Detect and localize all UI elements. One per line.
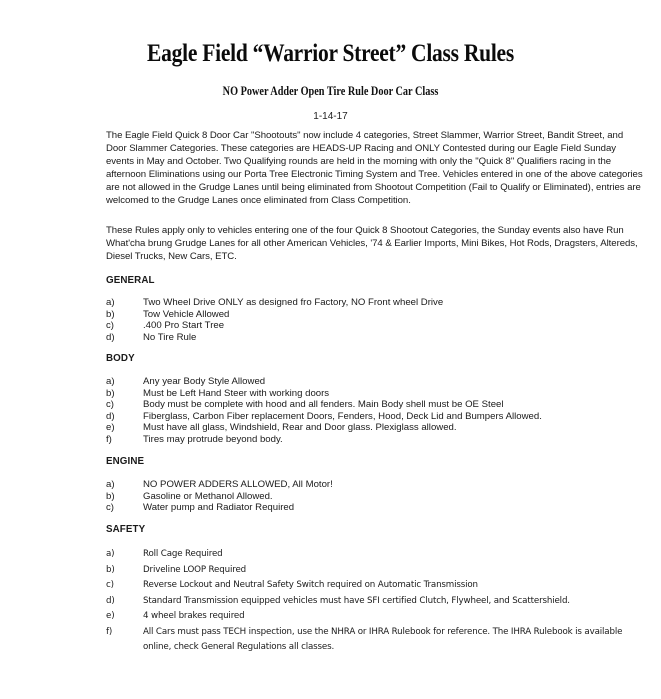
section-heading-engine: ENGINE	[106, 456, 145, 467]
section-heading-body: BODY	[106, 353, 135, 364]
list-item-text: Gasoline or Methanol Allowed.	[143, 490, 273, 502]
list-marker: c)	[106, 320, 114, 331]
list-marker: a)	[106, 297, 115, 308]
list-marker: e)	[106, 611, 115, 621]
list-item-text: Reverse Lockout and Neutral Safety Switch required on Automatic Transmission	[143, 580, 478, 590]
list-item	[106, 491, 646, 503]
list-item-text: 4 wheel brakes required	[143, 611, 245, 621]
list-item-text: Must have all glass, Windshield, Rear and Door glass. Plexiglass allowed.	[143, 422, 457, 433]
list-item	[106, 309, 646, 321]
scope-paragraph: These Rules apply only to vehicles entering one of the four Quick 8 Shootout Categories, the Sunday events also have Run What'cha brung Grudge Lanes for all other American Vehicles, '74 & Earlier Imports, Mini Bikes, Hot Rods, Dragsters, Altereds, Diesel Trucks, New Cars, ETC.	[106, 225, 638, 262]
list-marker: b)	[106, 308, 115, 320]
list-marker: b)	[106, 387, 115, 399]
list-item	[106, 422, 646, 434]
list-item	[106, 434, 646, 446]
list-marker: c)	[106, 399, 114, 410]
list-item	[106, 563, 646, 579]
list-marker: c)	[106, 580, 114, 590]
list-item	[106, 479, 646, 491]
list-item	[106, 376, 646, 388]
list-item-text: Fiberglass, Carbon Fiber replacement Doors, Fenders, Hood, Deck Lid and Bumpers Allowed.	[143, 410, 542, 422]
list-marker: b)	[106, 490, 115, 502]
list-item-text: Body must be complete with hood and all fenders. Main Body shell must be OE Steel	[143, 399, 504, 410]
list-item-text: Any year Body Style Allowed	[143, 376, 266, 387]
list-item	[106, 609, 646, 625]
list-item-text: Tow Vehicle Allowed	[143, 308, 230, 320]
intro-paragraph: The Eagle Field Quick 8 Door Car "Shootouts" now include 4 categories, Street Slammer, Warrior Street, Bandit Street, and Door Slammer Categories. These categories are HEADS-UP Racing and ONLY Contested during our Eagle Field Sunday events in May and October. Two Qualifying rounds are held in the morning with only the "Quick 8" Qualifiers racing in the afternoon Eliminations using our Porta Tree Electronic Timing System and Tree. Vehicles entered in one of the above categories are not allowed in the Grudge Lanes until being eliminated from Shootout Competition (Fail to Qualify or Eliminated), entries are welcomed to the Grudge Lanes once eliminated from Class Competition.	[106, 130, 643, 206]
list-marker: a)	[106, 376, 115, 387]
list-item	[106, 320, 646, 332]
list-item	[106, 399, 646, 411]
section-heading-safety: SAFETY	[106, 524, 146, 535]
list-item	[106, 578, 646, 594]
list-item-text: NO POWER ADDERS ALLOWED, All Motor!	[143, 479, 333, 490]
safety-rules-list	[106, 547, 646, 656]
list-item	[106, 297, 646, 309]
list-marker: a)	[106, 479, 115, 490]
list-item	[106, 411, 646, 423]
list-marker: c)	[106, 502, 114, 513]
list-item-text: .400 Pro Start Tree	[143, 320, 225, 331]
list-item-text: Standard Transmission equipped vehicles must have SFI certified Clutch, Flywheel, and Scattershield.	[143, 595, 570, 606]
engine-rules-list	[106, 479, 646, 514]
list-item-text: Roll Cage Required	[143, 549, 223, 559]
list-marker: f)	[106, 626, 113, 637]
document-subtitle: NO Power Adder Open Tire Rule Door Car Class	[222, 84, 439, 98]
list-item-text: Water pump and Radiator Required	[143, 502, 295, 513]
list-marker: d)	[106, 595, 115, 606]
list-marker: a)	[106, 549, 115, 559]
list-item	[106, 625, 646, 656]
list-marker: f)	[106, 433, 112, 445]
general-rules-list	[106, 297, 646, 343]
list-item-text: Driveline LOOP Required	[143, 564, 247, 575]
list-marker: d)	[106, 410, 115, 422]
list-item-text: No Tire Rule	[143, 331, 197, 343]
list-marker: d)	[106, 331, 115, 343]
list-marker: e)	[106, 422, 115, 433]
body-rules-list	[106, 376, 646, 445]
list-item	[106, 547, 646, 563]
list-item-text: Must be Left Hand Steer with working doors	[143, 387, 330, 399]
list-item	[106, 332, 646, 344]
list-item	[106, 594, 646, 610]
list-marker: b)	[106, 564, 115, 575]
list-item	[106, 502, 646, 514]
document-date: 1-14-17	[313, 111, 348, 122]
document-title: Eagle Field “Warrior Street” Class Rules	[147, 40, 514, 67]
list-item-text: Tires may protrude beyond body.	[143, 433, 283, 445]
list-item	[106, 388, 646, 400]
list-item-text: All Cars must pass TECH inspection, use the NHRA or IHRA Rulebook for reference. The IHRA Rulebook is available online, check General Regulations all classes.	[143, 626, 623, 652]
list-item-text: Two Wheel Drive ONLY as designed fro Factory, NO Front wheel Drive	[143, 297, 444, 308]
section-heading-general: GENERAL	[106, 275, 155, 286]
